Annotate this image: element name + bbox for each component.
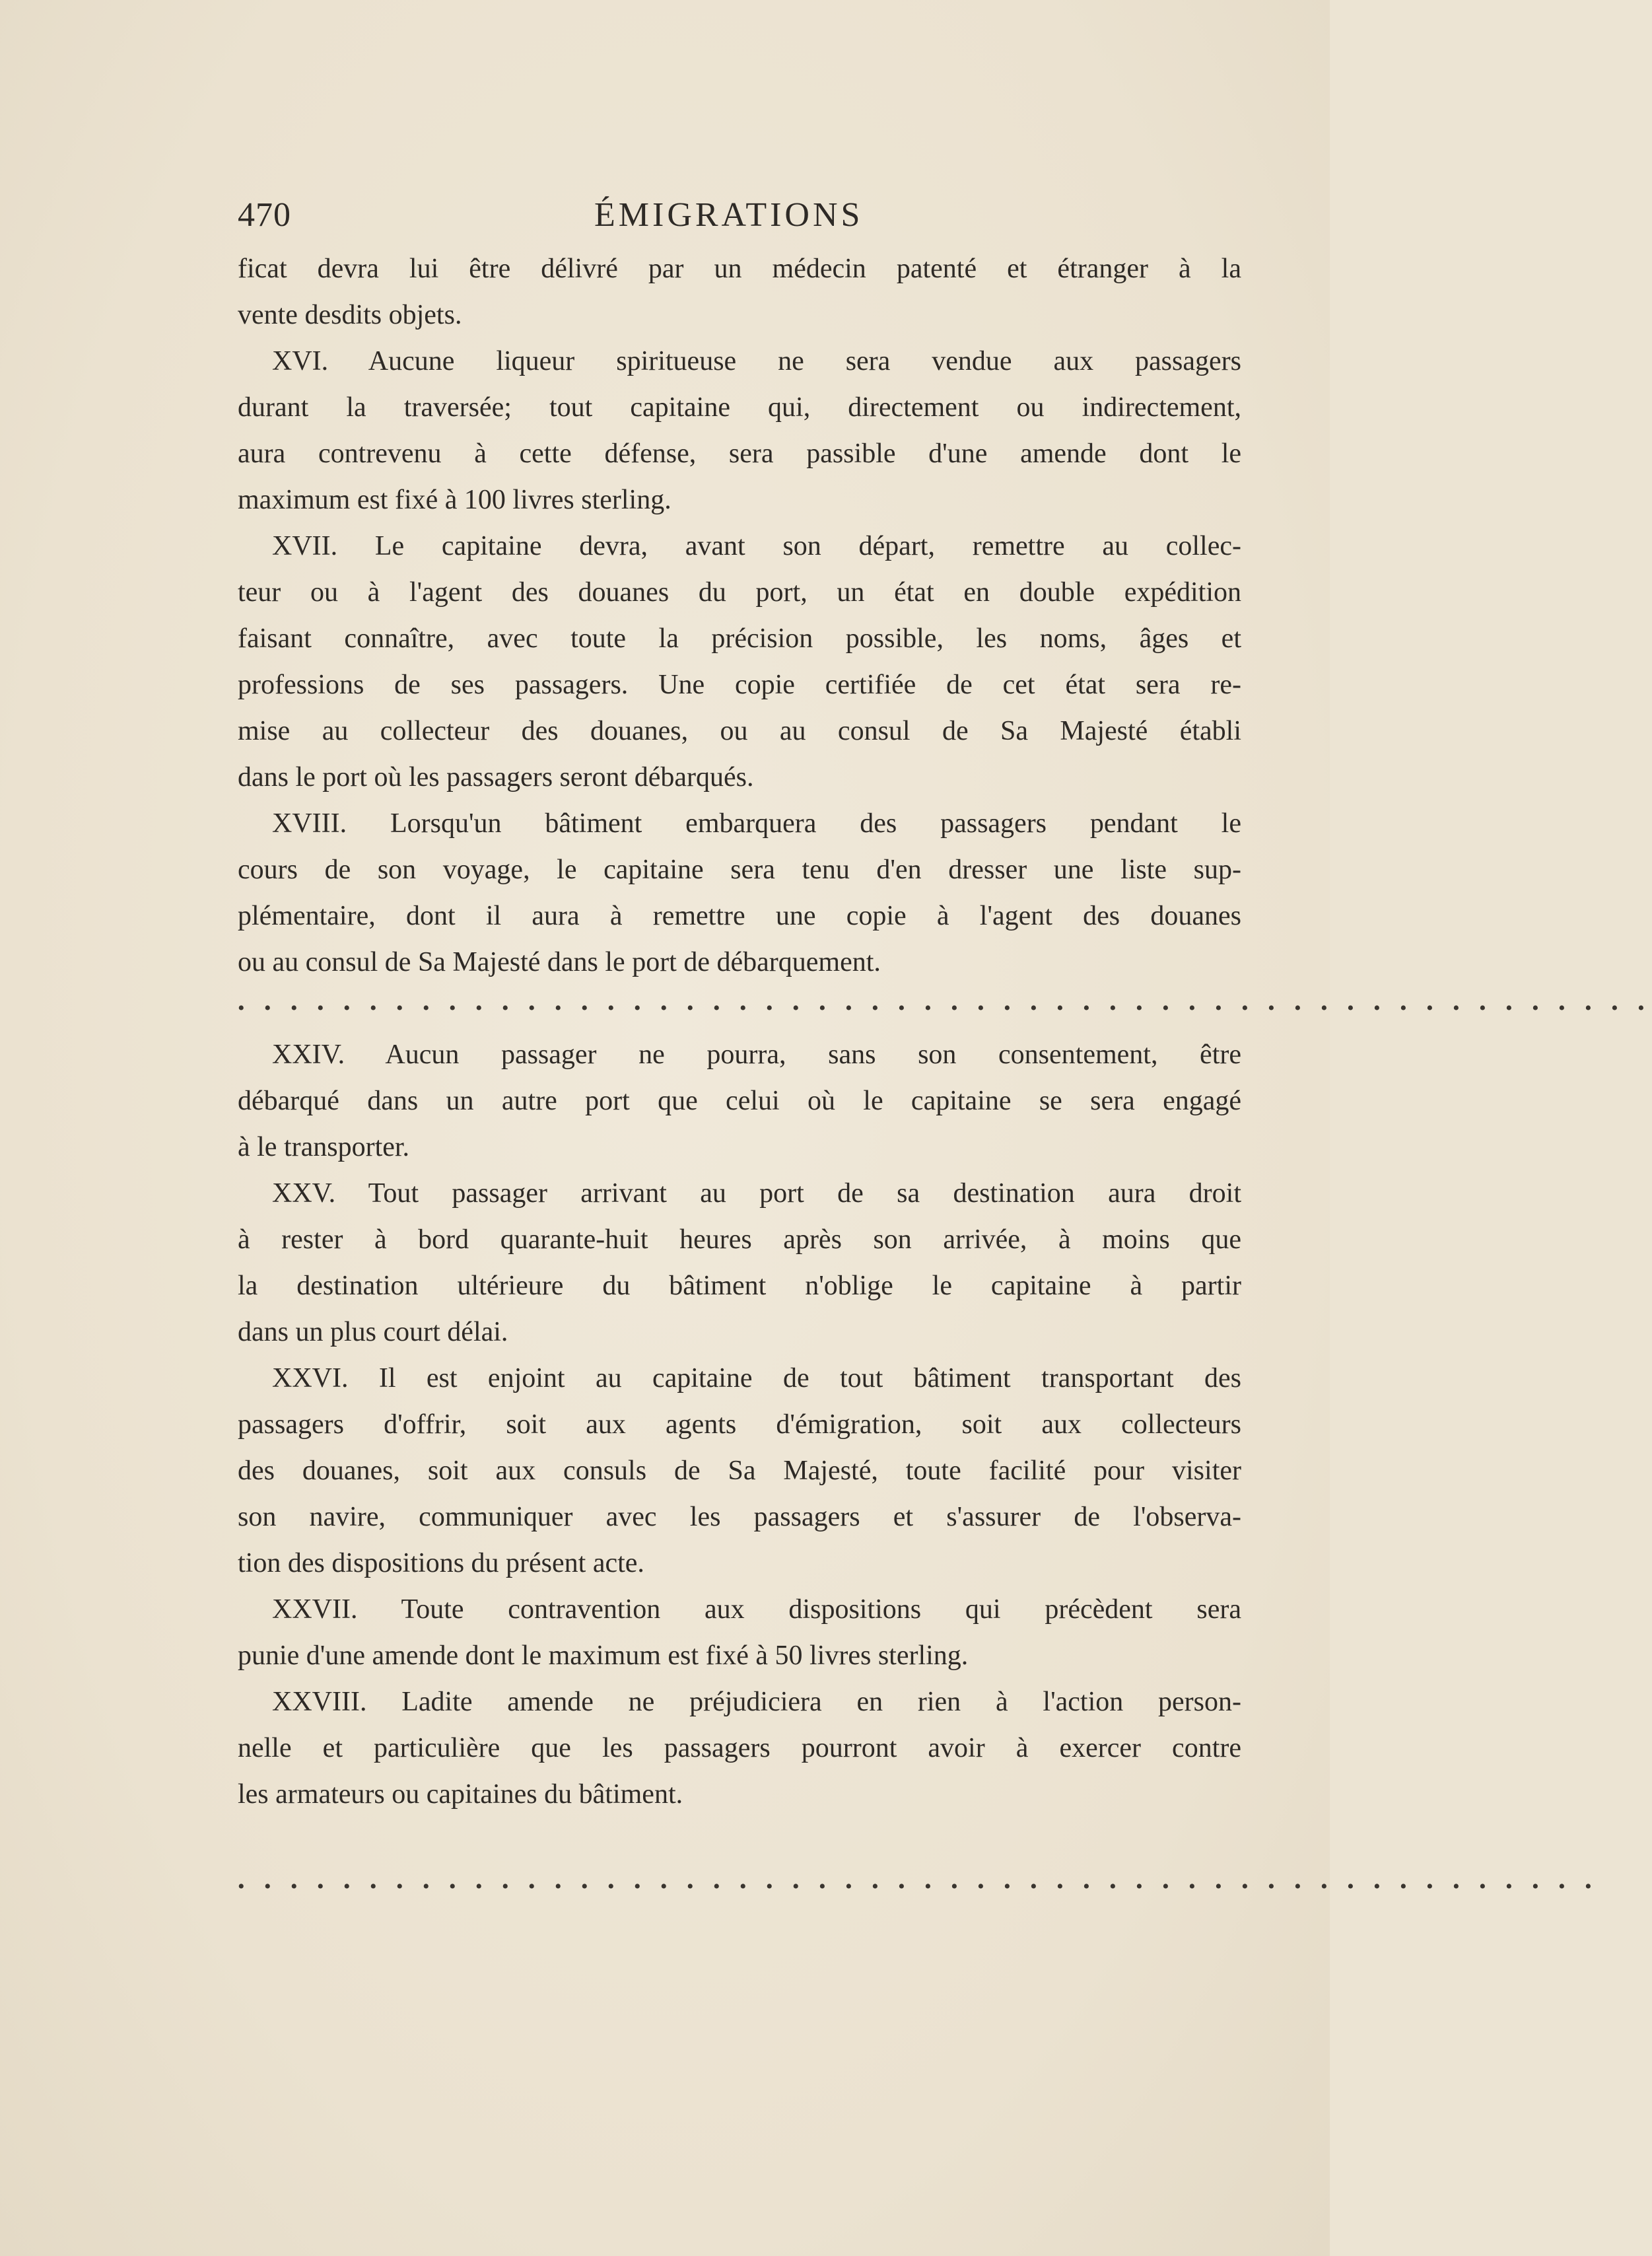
omission-dots: • • • • • • • • • • • • • • • • • • • • • • • • • • • • • • • • • • • • • • • • • • • • • • • • • • • • • • [238, 997, 1652, 1019]
text-line: plémentaire, dont il aura à remettre une copie à l'agent des douanes [238, 901, 1241, 931]
body-text [238, 246, 1652, 1910]
text-line: maximum est fixé à 100 livres sterling. [238, 485, 671, 515]
blank-line [238, 1817, 1241, 1864]
text-line: ou au consul de Sa Majesté dans le port de débarquement. [238, 947, 881, 977]
text-line: dans le port où les passagers seront débarqués. [238, 762, 754, 793]
text-line: tion des dispositions du présent acte. [238, 1548, 644, 1578]
text-line: durant la traversée; tout capitaine qui, directement ou indirectement, [238, 392, 1241, 423]
text-line: mise au collecteur des douanes, ou au consul de Sa Majesté établi [238, 716, 1241, 746]
text-line: vente desdits objets. [238, 300, 462, 330]
text-line: nelle et particulière que les passagers pourront avoir à exercer contre [238, 1733, 1241, 1763]
text-line: les armateurs ou capitaines du bâtiment. [238, 1779, 683, 1810]
text-line: punie d'une amende dont le maximum est fixé à 50 livres sterling. [238, 1640, 969, 1671]
text-line: des douanes, soit aux consuls de Sa Majesté, toute facilité pour visiter [238, 1456, 1241, 1486]
article-xvii-line: XVII. Le capitaine devra, avant son départ, remettre au collec- [272, 531, 1241, 561]
text-line: faisant connaître, avec toute la précision possible, les noms, âges et [238, 623, 1241, 654]
text-line: à le transporter. [238, 1132, 410, 1162]
article-xxvi-line: XXVI. Il est enjoint au capitaine de tout bâtiment transportant des [272, 1363, 1241, 1393]
text-line: professions de ses passagers. Une copie certifiée de cet état sera re- [238, 670, 1241, 700]
text-line: à rester à bord quarante-huit heures après son arrivée, à moins que [238, 1224, 1241, 1255]
article-xxiv-line: XXIV. Aucun passager ne pourra, sans son consentement, être [272, 1040, 1241, 1070]
omission-dots: • • • • • • • • • • • • • • • • • • • • • • • • • • • • • • • • • • • • • • • • • • • • • • • • • • • • [238, 1876, 1599, 1897]
article-xxviii-line: XXVIII. Ladite amende ne préjudiciera en rien à l'action person- [272, 1687, 1241, 1717]
text-line: débarqué dans un autre port que celui où le capitaine se sera engagé [238, 1086, 1241, 1116]
page-header [238, 195, 1241, 242]
article-xxvii-line: XXVII. Toute contravention aux dispositions qui précèdent sera [272, 1594, 1241, 1625]
running-title: ÉMIGRATIONS [594, 196, 864, 234]
article-xxv-line: XXV. Tout passager arrivant au port de sa destination aura droit [272, 1178, 1241, 1209]
text-line: la destination ultérieure du bâtiment n'oblige le capitaine à partir [238, 1271, 1241, 1301]
page-number: 470 [238, 196, 291, 234]
text-line: cours de son voyage, le capitaine sera tenu d'en dresser une liste sup- [238, 855, 1241, 885]
text-line: passagers d'offrir, soit aux agents d'émigration, soit aux collecteurs [238, 1409, 1241, 1440]
text-line: ficat devra lui être délivré par un médecin patenté et étranger à la [238, 254, 1241, 284]
text-line: teur ou à l'agent des douanes du port, un état en double expédition [238, 577, 1241, 608]
article-xvi-line: XVI. Aucune liqueur spiritueuse ne sera vendue aux passagers [272, 346, 1241, 376]
article-xviii-line: XVIII. Lorsqu'un bâtiment embarquera des passagers pendant le [272, 808, 1241, 839]
text-line: son navire, communiquer avec les passagers et s'assurer de l'observa- [238, 1502, 1241, 1532]
text-line: aura contrevenu à cette défense, sera passible d'une amende dont le [238, 439, 1241, 469]
text-line: dans un plus court délai. [238, 1317, 508, 1347]
